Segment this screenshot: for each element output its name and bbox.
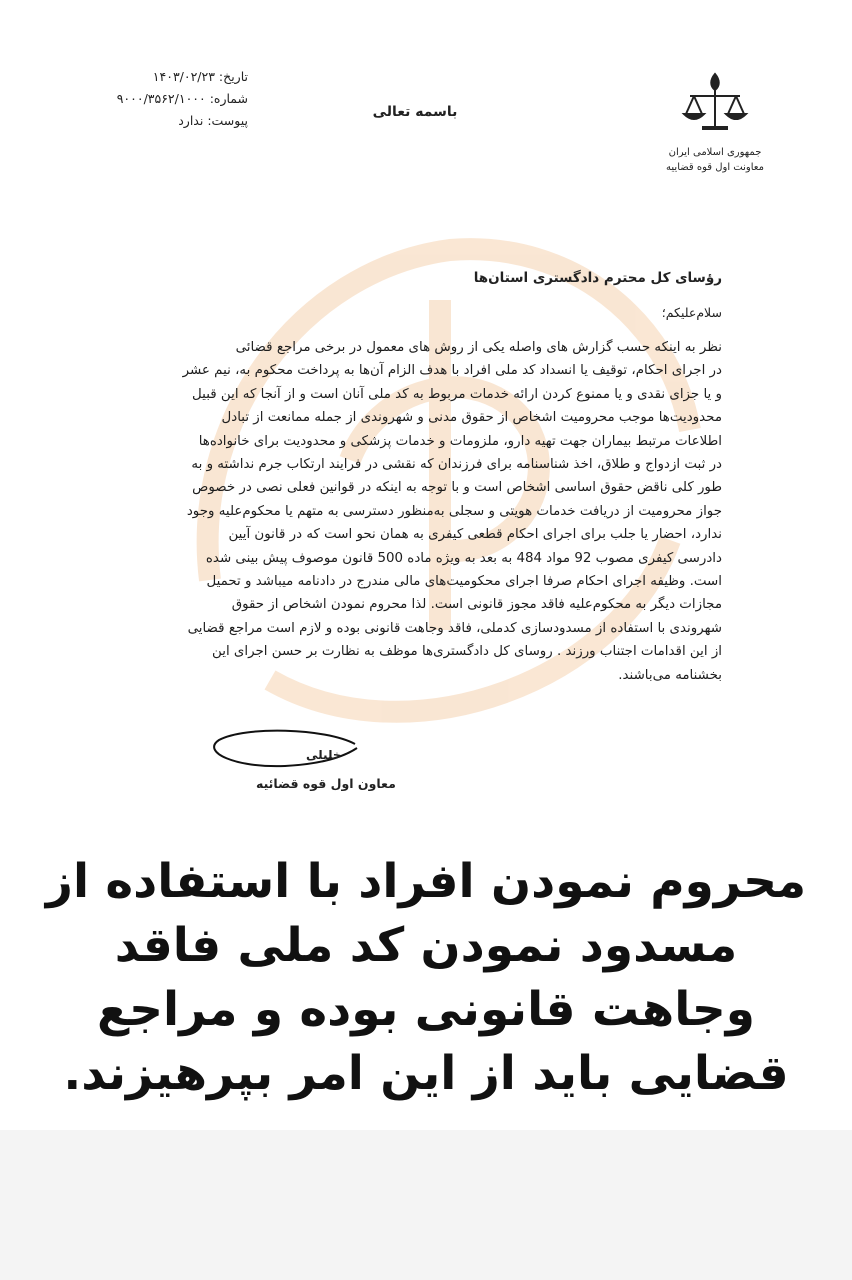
body-line: از این اقدامات اجتناب ورزند . روسای کل دادگستری‌ها موظف به نظارت بر حسن اجرای این <box>212 644 722 660</box>
overlay-caption <box>0 850 852 1106</box>
body-line: مجازات دیگر به محکوم‌علیه فاقد مجوز قانونی است. لذا محروم نمودن اشخاص از حقوق <box>231 597 722 613</box>
body-line: ندارد، احضار یا جلب برای اجرای احکام قطعی کیفری به همان نحو است که در قانون آیین <box>228 527 722 543</box>
letter-date: تاریخ: ۱۴۰۳/۰۲/۲۳ <box>152 69 248 84</box>
body-line: است. وظیفه اجرای احکام صرفا اجرای محکومیت‌های مالی مندرج در دادنامه میباشد و تحمیل <box>206 574 722 590</box>
letter-attachment: پیوست: ندارد <box>178 113 248 128</box>
signatory-title: معاون اول قوه قضائیه <box>256 776 396 791</box>
basmala-heading: باسمه تعالی <box>372 104 458 120</box>
emblem-caption-country: جمهوری اسلامی ایران <box>668 147 762 158</box>
caption-line: وجاهت قانونی بوده و مراجع <box>97 982 755 1037</box>
body-line: و یا جزای نقدی و یا ممنوع کردن ارائه خدمات مربوط به کد ملی آنان است و از آنجا که این قبیل <box>192 386 722 402</box>
letter-number: شماره: ۹۰۰۰/۳۵۶۲/۱۰۰۰ <box>116 91 248 106</box>
caption-line: محروم نمودن افراد با استفاده از <box>45 854 807 909</box>
emblem-caption-office: معاونت اول قوه قضاییه <box>666 162 764 173</box>
caption-line: مسدود نمودن کد ملی فاقد <box>114 918 738 973</box>
body-line: نظر به اینکه حسب گزارش های واصله یکی از روش های معمول در برخی مراجع قضائی <box>235 340 722 355</box>
body-line: محدودیت‌ها موجب محرومیت اشخاص از حقوق مدنی و شهروندی از جمله ممانعت از تبادل <box>221 410 722 426</box>
letter-meta <box>88 66 248 132</box>
caption-line: قضایی باید از این امر بپرهیزند. <box>63 1046 789 1101</box>
body-line: دادرسی کیفری مصوب 92 مواد 484 به بعد به ویژه ماده 500 قانون موصوف پیش بینی شده <box>205 550 722 566</box>
signatory-name: خلیلی <box>306 748 342 762</box>
body-line: در اجرای احکام، توقیف یا انسداد کد ملی افراد با هدف الزام آن‌ها به پرداخت محکوم به، نیم عشر <box>182 363 722 379</box>
body-line: شهروندی با استفاده از مسدودسازی کدملی، فاقد وجاهت قانونی بوده و لازم است مراجع قضایی <box>187 620 722 636</box>
body-line: بخشنامه می‌باشند. <box>618 667 722 683</box>
scales-of-justice-icon <box>680 70 750 140</box>
body-line: جواز محرومیت از دریافت خدمات هویتی و سجلی به‌منظور دسترسی به متهم یا محکوم‌علیه وجود <box>186 503 722 519</box>
iran-emblem <box>660 70 770 174</box>
body-line: اطلاعات مرتبط بیماران جهت تهیه دارو، ملزومات و خدمات پزشکی و محدودیت برای خانواده‌ها <box>198 433 722 449</box>
greeting-line: سلام‌علیکم؛ <box>661 305 722 320</box>
recipient-line: رؤسای کل محترم دادگستری استان‌ها <box>473 270 722 286</box>
body-line: طور کلی ناقض حقوق اساسی اشخاص است و با توجه به اینکه در قوانین فعلی نصی در خصوص <box>192 480 722 496</box>
body-line: در ثبت ازدواج و طلاق، اخذ شناسنامه برای فرزندان که نقشی در فرایند ارتکاب جرم نداشته و به <box>191 457 722 473</box>
letter-body <box>82 336 722 687</box>
